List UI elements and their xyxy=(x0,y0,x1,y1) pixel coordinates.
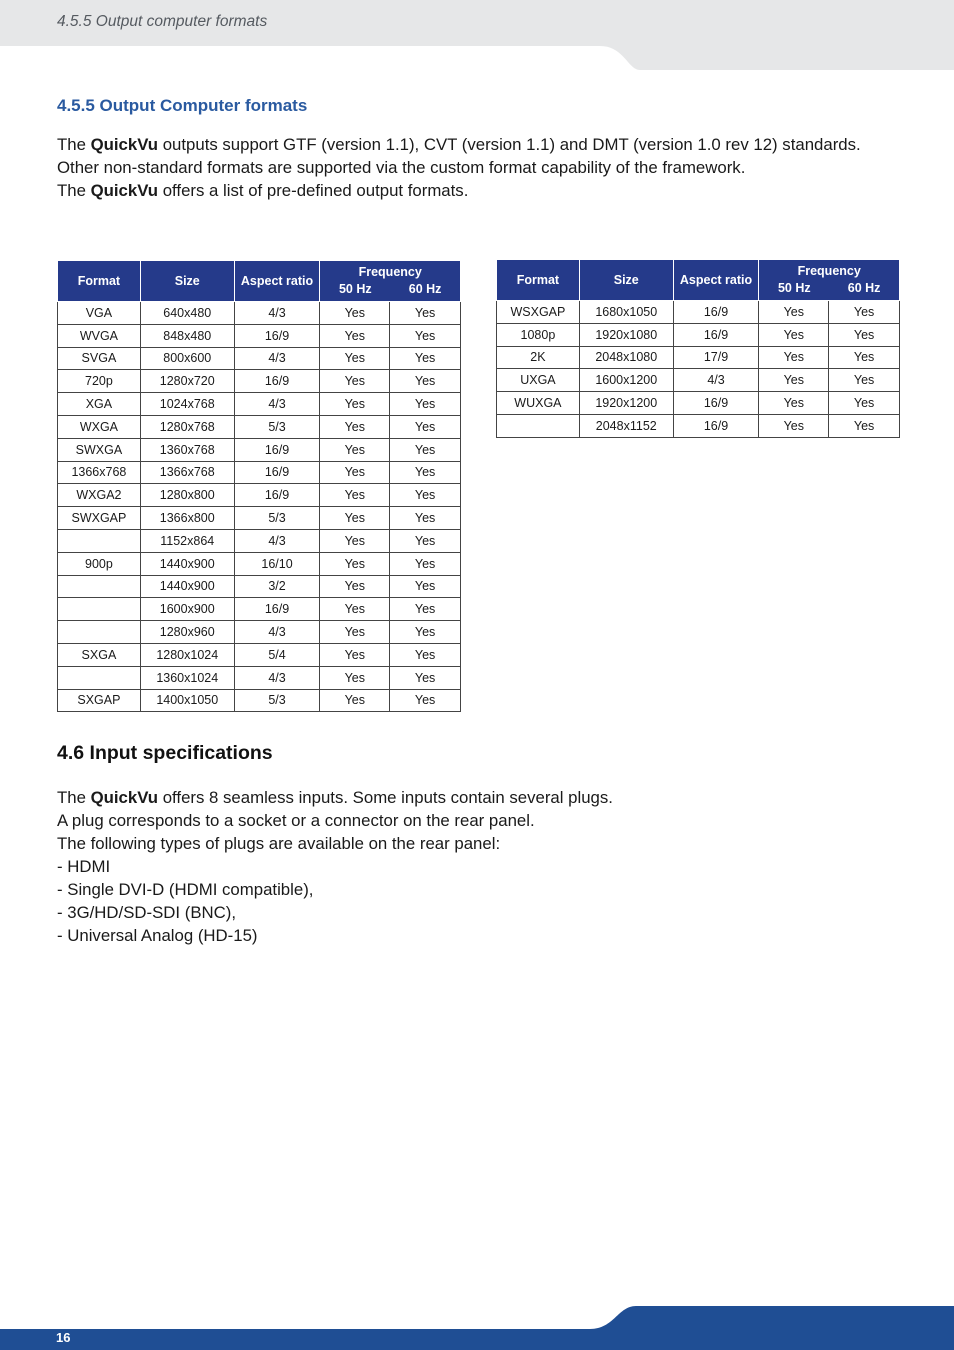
table-cell: Yes xyxy=(390,393,461,416)
table-cell: Yes xyxy=(320,415,390,438)
input-line xyxy=(57,855,917,878)
table-cell: 900p xyxy=(58,552,141,575)
table-cell: Yes xyxy=(829,346,900,369)
col-aspect: Aspect ratio xyxy=(234,261,320,302)
col-frequency xyxy=(320,261,461,302)
table-cell: 4/3 xyxy=(234,302,320,325)
text-run: outputs support GTF (version 1.1), CVT (version 1.1) and DMT (version 1.0 rev 12) standards. xyxy=(158,135,861,154)
table-cell: 848x480 xyxy=(140,324,234,347)
table-cell: SVGA xyxy=(58,347,141,370)
table-cell: Yes xyxy=(759,323,829,346)
col-size: Size xyxy=(140,261,234,302)
intro-paragraph xyxy=(57,133,917,202)
col-format: Format xyxy=(497,260,580,301)
formats-table-left xyxy=(57,260,461,712)
input-spec-heading: 4.6 Input specifications xyxy=(57,742,273,764)
table-cell: 16/9 xyxy=(673,301,759,324)
table-cell: Yes xyxy=(759,414,829,437)
table-cell: 16/9 xyxy=(673,414,759,437)
table-cell: Yes xyxy=(759,369,829,392)
table-row xyxy=(497,392,900,415)
table-row xyxy=(58,438,461,461)
table-cell: Yes xyxy=(829,414,900,437)
text-run: The following types of plugs are available on the rear panel: xyxy=(57,834,501,853)
table-cell: Yes xyxy=(390,689,461,712)
product-name: QuickVu xyxy=(90,788,159,807)
table-cell: Yes xyxy=(320,598,390,621)
table-cell: 1024x768 xyxy=(140,393,234,416)
table-cell: Yes xyxy=(390,598,461,621)
table-cell: 16/9 xyxy=(234,484,320,507)
input-line xyxy=(57,786,917,809)
table-cell: 1920x1200 xyxy=(579,392,673,415)
table-cell: 1080p xyxy=(497,323,580,346)
table-cell: WVGA xyxy=(58,324,141,347)
table-cell: 16/9 xyxy=(234,370,320,393)
table-cell: WXGA2 xyxy=(58,484,141,507)
text-run: A plug corresponds to a socket or a connector on the rear panel. xyxy=(57,811,535,830)
table-cell: 1360x768 xyxy=(140,438,234,461)
table-cell: Yes xyxy=(320,689,390,712)
table-cell: XGA xyxy=(58,393,141,416)
table-cell xyxy=(497,414,580,437)
table-row xyxy=(58,621,461,644)
table-cell: Yes xyxy=(829,301,900,324)
footer-band xyxy=(0,1300,954,1350)
table-cell xyxy=(58,529,141,552)
table-cell: Yes xyxy=(390,507,461,530)
table-row xyxy=(58,689,461,712)
table-cell: Yes xyxy=(320,484,390,507)
table-cell: 4/3 xyxy=(234,666,320,689)
table-cell: 720p xyxy=(58,370,141,393)
table-cell: WXGA xyxy=(58,415,141,438)
table-cell: Yes xyxy=(829,323,900,346)
table-cell: WUXGA xyxy=(497,392,580,415)
table-cell: 1280x960 xyxy=(140,621,234,644)
text-run: offers a list of pre-defined output formats. xyxy=(158,181,469,200)
table-cell: 5/3 xyxy=(234,689,320,712)
section-heading: 4.5.5 Output Computer formats xyxy=(57,96,308,115)
table-cell: 1920x1080 xyxy=(579,323,673,346)
table-cell: Yes xyxy=(320,666,390,689)
page-number: 16 xyxy=(56,1330,71,1345)
table-cell: 2048x1080 xyxy=(579,346,673,369)
hz50-label: 50 Hz xyxy=(777,281,811,295)
table-cell: 5/3 xyxy=(234,415,320,438)
table-cell: 800x600 xyxy=(140,347,234,370)
table-cell: 2048x1152 xyxy=(579,414,673,437)
table-cell: UXGA xyxy=(497,369,580,392)
input-line xyxy=(57,901,917,924)
hz60-label: 60 Hz xyxy=(847,281,881,295)
table-cell: 16/9 xyxy=(673,323,759,346)
table-cell: 16/9 xyxy=(673,392,759,415)
table-cell: 1280x1024 xyxy=(140,643,234,666)
table-cell: 16/9 xyxy=(234,324,320,347)
text-run: - HDMI xyxy=(57,857,111,876)
intro-line xyxy=(57,179,917,202)
table-cell: 3/2 xyxy=(234,575,320,598)
table-cell xyxy=(58,621,141,644)
formats-table-right xyxy=(496,259,900,438)
table-cell: 1400x1050 xyxy=(140,689,234,712)
table-row xyxy=(58,347,461,370)
text-run: Other non-standard formats are supported via the custom format capability of the framework. xyxy=(57,158,746,177)
table-cell: SXGAP xyxy=(58,689,141,712)
table-row xyxy=(58,643,461,666)
frequency-label: Frequency xyxy=(797,264,861,278)
table-cell: Yes xyxy=(390,347,461,370)
table-row xyxy=(497,369,900,392)
text-run: The xyxy=(57,135,91,154)
table-cell: Yes xyxy=(390,666,461,689)
input-line xyxy=(57,878,917,901)
text-run: offers 8 seamless inputs. Some inputs contain several plugs. xyxy=(158,788,613,807)
table-cell: Yes xyxy=(390,461,461,484)
table-cell: 4/3 xyxy=(234,621,320,644)
text-run: - Single DVI-D (HDMI compatible), xyxy=(57,880,314,899)
table-row xyxy=(58,461,461,484)
col-size: Size xyxy=(579,260,673,301)
table-row xyxy=(58,324,461,347)
table-cell: 1366x768 xyxy=(140,461,234,484)
table-row xyxy=(497,346,900,369)
table-cell: Yes xyxy=(829,369,900,392)
table-cell: Yes xyxy=(390,438,461,461)
table-cell: 4/3 xyxy=(234,529,320,552)
table-cell: VGA xyxy=(58,302,141,325)
text-run: The xyxy=(57,181,91,200)
table-cell: Yes xyxy=(320,438,390,461)
col-frequency xyxy=(759,260,900,301)
table-cell: SWXGAP xyxy=(58,507,141,530)
table-cell: Yes xyxy=(390,552,461,575)
table-cell: Yes xyxy=(320,507,390,530)
table-cell: Yes xyxy=(390,643,461,666)
table-cell: Yes xyxy=(390,370,461,393)
input-line xyxy=(57,924,917,947)
table-row xyxy=(497,323,900,346)
text-run: The xyxy=(57,788,91,807)
table-cell: Yes xyxy=(320,302,390,325)
frequency-label: Frequency xyxy=(358,265,422,279)
table-cell: 1680x1050 xyxy=(579,301,673,324)
table-cell: Yes xyxy=(320,347,390,370)
col-format: Format xyxy=(58,261,141,302)
product-name: QuickVu xyxy=(90,135,159,154)
table-cell: Yes xyxy=(390,415,461,438)
table-cell xyxy=(58,666,141,689)
table-row xyxy=(58,666,461,689)
table-cell: 1360x1024 xyxy=(140,666,234,689)
table-row xyxy=(58,552,461,575)
table-cell: 16/9 xyxy=(234,598,320,621)
table-cell: Yes xyxy=(320,370,390,393)
table-cell: 5/3 xyxy=(234,507,320,530)
table-cell: 2K xyxy=(497,346,580,369)
intro-line xyxy=(57,156,917,179)
table-cell: 1280x800 xyxy=(140,484,234,507)
table-row xyxy=(497,414,900,437)
table-cell: 1366x800 xyxy=(140,507,234,530)
table-row xyxy=(58,598,461,621)
table-cell: 1280x768 xyxy=(140,415,234,438)
input-line xyxy=(57,809,917,832)
table-row xyxy=(58,370,461,393)
table-cell: 5/4 xyxy=(234,643,320,666)
table-cell: Yes xyxy=(320,393,390,416)
table-cell: Yes xyxy=(320,621,390,644)
table-cell: 4/3 xyxy=(673,369,759,392)
table-cell: Yes xyxy=(320,461,390,484)
table-cell: SXGA xyxy=(58,643,141,666)
table-row xyxy=(58,575,461,598)
table-cell: 1366x768 xyxy=(58,461,141,484)
table-row xyxy=(58,507,461,530)
table-row xyxy=(58,529,461,552)
table-cell: 4/3 xyxy=(234,393,320,416)
text-run: - 3G/HD/SD-SDI (BNC), xyxy=(57,903,237,922)
table-cell: Yes xyxy=(390,575,461,598)
table-cell: Yes xyxy=(390,484,461,507)
table-cell: 1600x900 xyxy=(140,598,234,621)
table-row xyxy=(58,393,461,416)
table-cell: Yes xyxy=(759,392,829,415)
table-cell: Yes xyxy=(829,392,900,415)
text-run: - Universal Analog (HD-15) xyxy=(57,926,258,945)
table-cell: 1440x900 xyxy=(140,552,234,575)
table-cell xyxy=(58,575,141,598)
hz50-label: 50 Hz xyxy=(338,282,372,296)
table-cell: Yes xyxy=(390,324,461,347)
product-name: QuickVu xyxy=(90,181,159,200)
table-cell: Yes xyxy=(390,621,461,644)
table-cell: 16/9 xyxy=(234,461,320,484)
table-cell: Yes xyxy=(759,301,829,324)
intro-line xyxy=(57,133,917,156)
table-cell: 1152x864 xyxy=(140,529,234,552)
table-cell: Yes xyxy=(759,346,829,369)
table-row xyxy=(58,302,461,325)
table-cell: 4/3 xyxy=(234,347,320,370)
table-row xyxy=(58,484,461,507)
header-band xyxy=(0,0,954,70)
table-cell: 1440x900 xyxy=(140,575,234,598)
table-cell: 17/9 xyxy=(673,346,759,369)
input-spec-paragraph xyxy=(57,786,917,947)
table-cell: Yes xyxy=(320,575,390,598)
table-cell: Yes xyxy=(320,643,390,666)
table-cell: Yes xyxy=(320,552,390,575)
table-cell: Yes xyxy=(390,529,461,552)
running-header: 4.5.5 Output computer formats xyxy=(57,13,268,30)
col-aspect: Aspect ratio xyxy=(673,260,759,301)
table-cell: 1280x720 xyxy=(140,370,234,393)
table-row xyxy=(58,415,461,438)
table-cell: WSXGAP xyxy=(497,301,580,324)
table-cell: 1600x1200 xyxy=(579,369,673,392)
table-cell: SWXGA xyxy=(58,438,141,461)
table-row xyxy=(497,301,900,324)
table-cell: 16/9 xyxy=(234,438,320,461)
input-line xyxy=(57,832,917,855)
table-cell: Yes xyxy=(320,324,390,347)
table-cell: 640x480 xyxy=(140,302,234,325)
table-cell xyxy=(58,598,141,621)
table-cell: 16/10 xyxy=(234,552,320,575)
hz60-label: 60 Hz xyxy=(408,282,442,296)
table-cell: Yes xyxy=(320,529,390,552)
table-cell: Yes xyxy=(390,302,461,325)
